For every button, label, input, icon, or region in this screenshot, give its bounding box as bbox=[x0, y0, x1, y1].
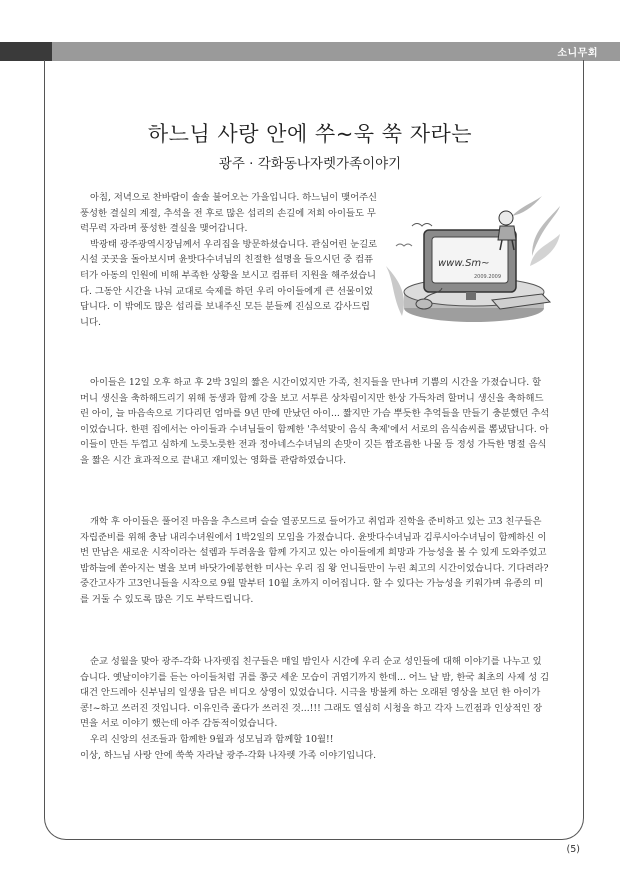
paragraph-school-text: 개학 후 아이들은 풀어진 마음을 추스르며 슬슬 열공모드로 들어가고 취업과 진학을 준비하고 있는 고3 친구들은 자립준비를 위해 충남 내리수녀원에서 1박2일의 모임을 가졌습니다. 윤밧다수녀님과 김루시아수녀님이 함께하신 이번 만남은 새로운 시작이라는 설렘과 두려움을 함께 가지고 있는 아이들에게 희망과 가능성을 볼 수 있게 도와주었고 밤하늘에 쏟아지는 별을 보며 바닷가에봉헌한 미사는 우리 집 왕 언니들만이 누린 최고의 시간이었습니다. 기다려라? 중간고사가 고3언니들을 시작으로 9월 말부터 10월 초까지 이어집니다. 할 수 있다는 가능성을 키워가며 유종의 미를 거둘 수 있도록 많은 기도 부탁드립니다. bbox=[80, 516, 549, 605]
page-number: (5) bbox=[566, 844, 580, 855]
paragraph-closing: 이상, 하느님 사랑 안에 쑥쑥 자라날 광주-각화 나자렛 가족 이야기입니다. bbox=[80, 749, 377, 761]
header-bar-dark-block bbox=[0, 42, 52, 61]
header-bar-gray-block bbox=[52, 42, 620, 61]
paragraph-intro bbox=[80, 190, 378, 330]
paragraph-intro-2: 박광태 광주광역시장님께서 우리집을 방문하셨습니다. 관심어린 눈길로 시설 곳곳을 돌아보시며 윤밧다수녀님의 친절한 설명을 들으시던 중 컴퓨터가 아동의 인원에 비해 부족한 상황을 보시고 컴퓨터 지원을 해주셨습니다. 그동안 시간을 나눠 교대로 숙제를 하던 우리 아이들에게 큰 선물이었답니다. 이 밖에도 많은 섭리를 보내주신 모든 분들께 진심으로 감사드립니다. bbox=[80, 238, 378, 328]
child-figure-icon bbox=[499, 211, 513, 225]
paragraph-martyrs-text: 순교 성월을 맞아 광주-각화 나자렛집 친구들은 매일 밤인사 시간에 우리 순교 성인들에 대해 이야기를 나누고 있습니다. 옛날이야기를 듣는 아이들처럼 귀를 쫑긋 세운 모습이 귀엽기까지 한데... 어느 날 밤, 한국 최초의 사제 성 김대건 안드레아 신부님의 일생을 담은 비디오 상영이 있었습니다. 시극을 방불케 하는 오래된 영상을 보던 한 아이가 콩!~하고 쓰러진 것입니다. 이유인즉 졸다가 쓰러진 것...!!! 그래도 열심히 시청을 하고 각자 느낀점과 인상적인 장면을 서로 이야기 했는데 아주 감동적이었습니다. bbox=[80, 656, 550, 730]
article-title: 하느님 사랑 안에 쑤~욱 쑥 자라는 bbox=[147, 122, 473, 146]
paragraph-intro-1: 아침, 저녁으로 찬바람이 솔솔 불어오는 가을입니다. 하느님이 맺어주신 풍성한 결실의 계절, 추석을 전 후로 많은 섭리의 손길에 저희 아이들도 무럭무럭 자라며 풍성한 결실을 맺어갑니다. bbox=[80, 192, 378, 235]
header-bar bbox=[0, 42, 620, 61]
paragraph-martyrs-months: 우리 신앙의 선조들과 함께한 9월과 성모님과 함께할 10월!! bbox=[90, 733, 334, 745]
computer-illustration bbox=[382, 196, 560, 344]
mouse-icon bbox=[416, 299, 432, 309]
paragraph-school bbox=[80, 514, 550, 608]
screen-text: www.Sm~ bbox=[438, 258, 490, 269]
article-subtitle: 광주 · 각화동나자렛가족이야기 bbox=[218, 156, 402, 172]
paragraph-chuseok bbox=[80, 375, 550, 469]
screen-caption: 2009.2009 bbox=[474, 274, 502, 280]
paragraph-chuseok-text: 아이들은 12일 오후 하교 후 2박 3일의 짧은 시간이었지만 가족, 친지들을 만나며 기쁨의 시간을 가졌습니다. 할머니 생신을 축하해드리기 위해 동생과 함께 강을 보고 서투른 상차림이지만 한상 가득차려 할머니 생신을 축하해드린 아이, 늘 마음속으로 기다리던 엄마를 9년 만에 만났던 아이... 짧지만 가슴 뿌듯한 추억들을 만들기 충분했던 추석이었습니다. 한편 집에서는 아이들과 수녀님들이 함께한 '추석맞이 음식 축제'에서 서로의 음식솜씨를 뽐냈답니다. 아이들이 만든 두껍고 심하게 노릇노릇한 전과 정아네스수녀님의 손맛이 깃든 짭조름한 나물 등 정성 가득한 명절 음식을 짧은 시간 효과적으로 끝내고 재미있는 영화를 관람하였습니다. bbox=[80, 377, 550, 466]
paragraph-martyrs bbox=[80, 654, 550, 763]
section-label: 소니무회 bbox=[557, 48, 598, 59]
